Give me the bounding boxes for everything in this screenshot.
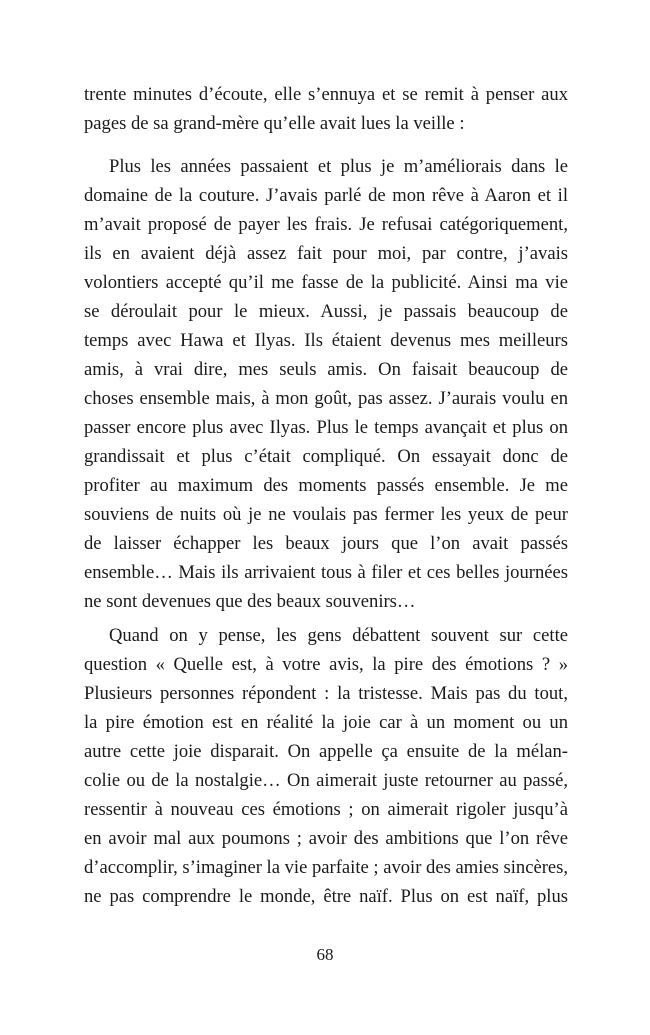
text-line: Quand on y pense, les gens débattent souvent sur cette (109, 625, 568, 646)
text-line: ne pas comprendre le monde, être naïf. Plus on est naïf, plus (84, 886, 568, 907)
text-line: se déroulait pour le mieux. Aussi, je passais beaucoup de (84, 301, 568, 322)
text-line: temps avec Hawa et Ilyas. Ils étaient devenus mes meilleurs (84, 330, 568, 351)
paragraph-emotions (84, 621, 568, 911)
text-line: choses ensemble mais, à mon goût, pas assez. J’aurais voulu en (84, 388, 568, 409)
text-line: colie ou de la nostalgie… On aimerait juste retourner au passé, (84, 770, 568, 791)
text-line: ensemble… Mais ils arrivaient tous à filer et ces belles journées (84, 562, 568, 583)
page-number: 68 (316, 945, 334, 964)
text-line: passer encore plus avec Ilyas. Plus le temps avançait et plus on (84, 417, 568, 438)
text-line: en avoir mal aux poumons ; avoir des ambitions que l’on rêve (84, 828, 568, 849)
text-line: m’avait proposé de payer les frais. Je refusai catégoriquement, (84, 214, 568, 235)
text-line: ils en avaient déjà assez fait pour moi, par contre, j’avais (84, 243, 568, 264)
text-line: la pire émotion est en réalité la joie car à un moment ou un (84, 712, 568, 733)
text-line: autre cette joie disparait. On appelle ça ensuite de la mélan- (84, 741, 568, 762)
text-line: question « Quelle est, à votre avis, la pire des émotions ? » (84, 654, 568, 675)
text-line: volontiers accepté qu’il me fasse de la publicité. Ainsi ma vie (84, 272, 568, 293)
text-line: Plus les années passaient et plus je m’améliorais dans le (109, 156, 568, 177)
text-line: profiter au maximum des moments passés ensemble. Je me (84, 475, 568, 496)
text-line: pages de sa grand-mère qu’elle avait lues la veille : (84, 113, 465, 134)
text-line: trente minutes d’écoute, elle s’ennuya et se remit à penser aux (84, 84, 568, 105)
text-line: d’accomplir, s’imaginer la vie parfaite ; avoir des amies sincères, (84, 857, 569, 878)
text-line: souviens de nuits où je ne voulais pas fermer les yeux de peur (84, 504, 568, 525)
text-line: domaine de la couture. J’avais parlé de mon rêve à Aaron et il (84, 185, 568, 206)
text-line: de laisser échapper les beaux jours que l’on avait passés (84, 533, 568, 554)
text-line: ressentir à nouveau ces émotions ; on aimerait rigoler jusqu’à (84, 799, 568, 820)
paragraph-continuation (84, 80, 568, 138)
text-line: grandissait et plus c’était compliqué. On essayait donc de (84, 446, 568, 467)
text-line: Plusieurs personnes répondent : la tristesse. Mais pas du tout, (84, 683, 568, 704)
text-line: amis, à vrai dire, mes seuls amis. On faisait beaucoup de (84, 359, 568, 380)
text-line: ne sont devenues que des beaux souvenirs… (84, 591, 416, 612)
paragraph-memoir (84, 152, 568, 616)
